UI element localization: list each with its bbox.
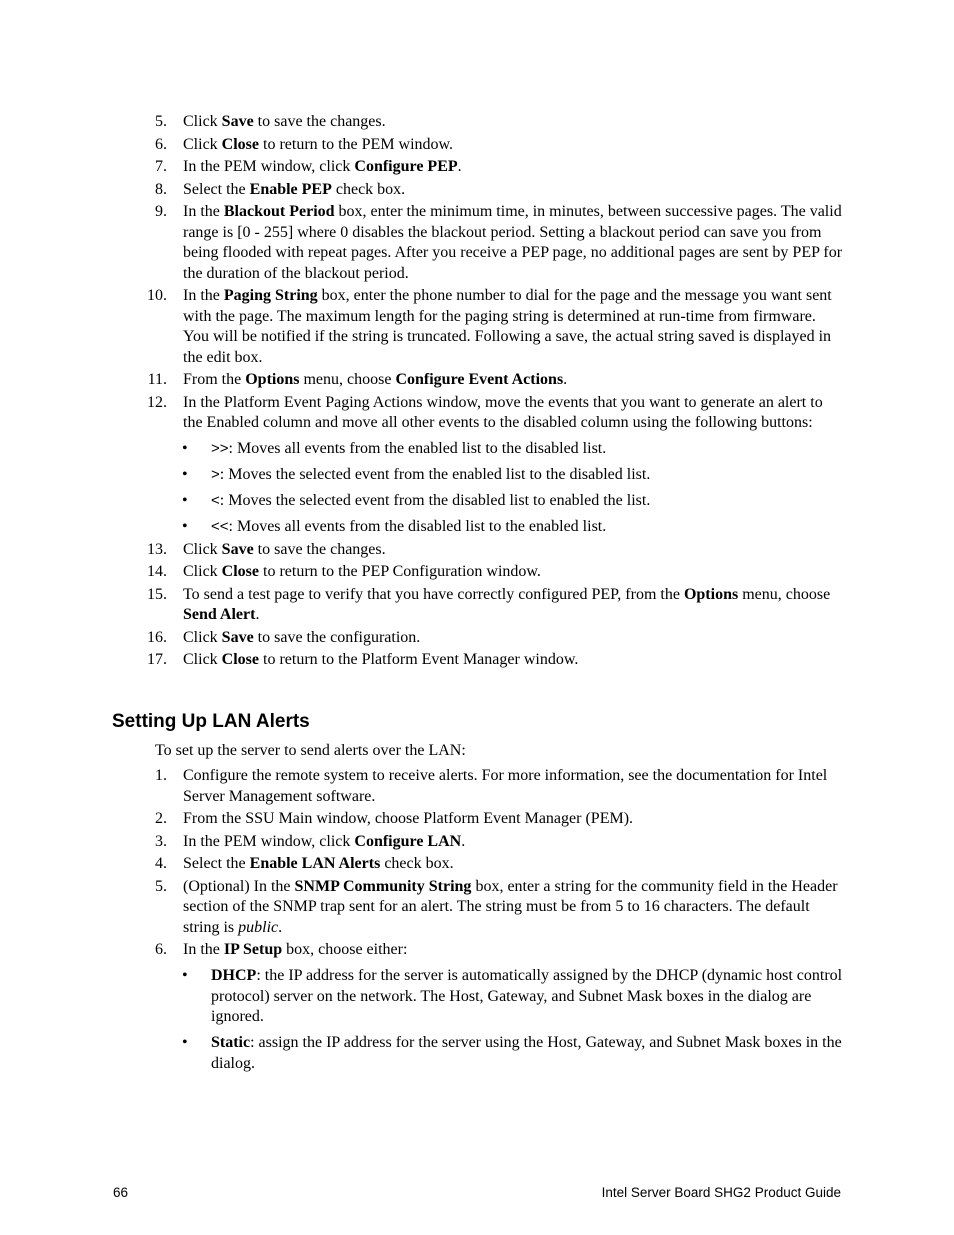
bullet-text (211, 465, 851, 486)
text-run: (Optional) In the (183, 877, 295, 895)
text-run: : assign the IP address for the server using the Host, Gateway, and Subnet Mask boxes in the dialog. (211, 1034, 842, 1072)
step-number: 4. (155, 855, 167, 872)
step-number: 1. (155, 767, 167, 784)
step-item (0, 370, 954, 391)
text-run: to return to the PEP Configuration window. (259, 563, 541, 580)
step-text (183, 180, 843, 201)
button-symbol: > (211, 466, 220, 483)
step-text (183, 370, 843, 391)
text-run: From the (183, 371, 246, 388)
step-number: 11. (147, 371, 167, 388)
bold-term: Static (211, 1034, 251, 1051)
text-run: In the PEM window, click (183, 832, 355, 850)
step-item (0, 562, 954, 583)
step-text (183, 809, 843, 830)
button-symbol: < (211, 492, 220, 509)
step-number: 15. (147, 585, 167, 603)
text-run: In the (183, 941, 224, 958)
step-text (183, 202, 843, 284)
text-run: : Moves the selected event from the disabled list to enabled the list. (219, 492, 651, 509)
bullet-text (211, 439, 851, 460)
bold-term: Blackout Period (223, 203, 335, 220)
bold-term: Save (221, 540, 254, 558)
step-text (183, 393, 843, 434)
bold-term: IP Setup (223, 941, 283, 958)
bullet-item (0, 465, 954, 486)
step-item (0, 832, 954, 853)
text-run: Click (183, 563, 222, 580)
text-run: to save the changes. (253, 113, 386, 130)
text-run: menu, choose (738, 585, 831, 603)
bullet-item (0, 966, 954, 1028)
step-number: 10. (147, 287, 167, 304)
step-number: 2. (155, 810, 167, 827)
step-number: 5. (155, 113, 167, 130)
text-run: In the Platform Event Paging Actions window, move the events that you want to generate an alert to the Enabled column and move all other events to the disabled column using the following buttons: (183, 393, 823, 431)
step-number: 7. (155, 158, 167, 175)
step-item (0, 202, 954, 284)
bullet-item (0, 491, 954, 512)
step-item (0, 286, 954, 368)
text-run: box, enter the phone number to dial for the page and the message you want sent with the page. The maximum length for the paging string is determined at run-time from firmware. You will be notified if the string is truncated. Following a save, the actual string saved is displayed in the edit box. (183, 287, 832, 366)
step-item (0, 135, 954, 156)
step-number: 8. (155, 180, 167, 198)
bullet-item (0, 439, 954, 460)
text-run: : Moves all events from the enabled list to the disabled list. (228, 440, 607, 457)
text-run: Click (183, 651, 222, 668)
text-run: . (255, 606, 260, 623)
text-run: In the (183, 203, 224, 220)
step-item (0, 180, 954, 201)
step-text (183, 135, 843, 156)
step-text (183, 112, 843, 133)
step-item (0, 393, 954, 434)
text-run: : Moves all events from the disabled list to the enabled list. (228, 518, 607, 535)
step-item (0, 540, 954, 561)
step-number: 14. (147, 563, 167, 580)
step-text (183, 940, 843, 961)
step-text (183, 585, 843, 626)
bold-term: Paging String (223, 287, 318, 304)
bullet-icon: • (182, 967, 188, 984)
text-run: menu, choose (299, 371, 396, 388)
step-item (0, 112, 954, 133)
bold-term: Options (245, 371, 300, 388)
bullet-text (211, 517, 851, 538)
step-number: 6. (155, 135, 167, 153)
step-item (0, 877, 954, 939)
step-number: 16. (147, 628, 167, 646)
text-run: Click (183, 540, 222, 558)
bold-term: Enable PEP (249, 180, 332, 198)
text-run: . (563, 371, 568, 388)
bold-term: SNMP Community String (294, 877, 472, 895)
step-item (0, 854, 954, 875)
step-number: 13. (147, 540, 167, 558)
step-text (183, 540, 843, 561)
step-item (0, 585, 954, 626)
text-run: In the PEM window, click (183, 158, 355, 175)
text-run: Configure the remote system to receive alerts. For more information, see the documentation for Intel Server Management software. (183, 767, 828, 805)
bullet-icon: • (182, 1034, 188, 1051)
pep-steps-list (0, 112, 954, 671)
step-number: 6. (155, 941, 167, 958)
step-text (183, 286, 843, 368)
bold-term: Configure LAN (354, 832, 462, 850)
step-item (0, 650, 954, 671)
bullet-item (0, 517, 954, 538)
bullet-text (211, 1033, 851, 1074)
step-item (0, 809, 954, 830)
step-text (183, 877, 843, 939)
step-text (183, 628, 843, 649)
step-text (183, 832, 843, 853)
bold-term: Send Alert (183, 606, 256, 623)
bold-term: Save (221, 113, 254, 130)
text-run: Click (183, 113, 222, 130)
button-symbol: >> (211, 440, 229, 457)
text-run: box, choose either: (282, 941, 408, 958)
text-run: to save the changes. (253, 540, 386, 558)
step-number: 12. (147, 393, 167, 411)
step-text (183, 854, 843, 875)
document-title: Intel Server Board SHG2 Product Guide (601, 1185, 841, 1200)
text-run: Click (183, 135, 222, 153)
bold-term: Configure PEP (354, 158, 458, 175)
lan-steps-list (0, 766, 954, 1074)
step-text (183, 766, 843, 807)
text-run: . (278, 918, 283, 936)
text-run: to return to the PEM window. (259, 135, 454, 153)
bold-term: Options (683, 585, 739, 603)
page-number: 66 (113, 1185, 129, 1200)
button-symbol: << (211, 518, 229, 535)
bullet-icon: • (182, 492, 188, 509)
step-text (183, 650, 843, 671)
text-run: Select the (183, 855, 250, 872)
text-run: check box. (331, 180, 406, 198)
bold-term: Enable LAN Alerts (249, 855, 381, 872)
bold-term: Close (221, 651, 259, 668)
bullet-text (211, 966, 851, 1028)
step-item (0, 157, 954, 178)
text-run: : the IP address for the server is automatically assigned by the DHCP (dynamic host control protocol) server on the network. The Host, Gateway, and Subnet Mask boxes in the dialog are ignored. (211, 967, 843, 1025)
section-intro: To set up the server to send alerts over the LAN: (155, 742, 466, 759)
step-item (0, 628, 954, 649)
text-run: . (457, 158, 462, 175)
bullet-icon: • (182, 518, 188, 535)
text-run: to save the configuration. (253, 628, 421, 646)
step-item (0, 940, 954, 961)
text-run: : Moves the selected event from the enabled list to the disabled list. (219, 466, 651, 483)
bullet-icon: • (182, 440, 188, 457)
bold-term: DHCP (211, 967, 257, 984)
bold-term: Close (221, 563, 259, 580)
text-run: In the (183, 287, 224, 304)
bold-term: Configure Event Actions (395, 371, 564, 388)
text-run: Select the (183, 180, 250, 198)
step-item (0, 766, 954, 807)
text-run: Click (183, 628, 222, 646)
text-run: check box. (380, 855, 454, 872)
bullet-icon: • (182, 466, 188, 483)
text-run: box, enter a string for the community field in the Header section of the SNMP trap sent for an alert. The string must be from 5 to 16 characters. The default string is (183, 877, 838, 936)
step-number: 5. (155, 877, 167, 895)
text-run: box, enter the minimum time, in minutes, between successive pages. The valid range is [0 - 255] where 0 disables the blackout period. Setting a blackout period can save you from being flooded with repeat pages. After you receive a PEP page, no additional pages are sent by PEP for the duration of the blackout period. (183, 203, 843, 282)
step-number: 17. (147, 651, 167, 668)
text-run: To send a test page to verify that you have correctly configured PEP, from the (183, 585, 684, 603)
italic-term: public (238, 918, 279, 936)
step-text (183, 157, 843, 178)
text-run: From the SSU Main window, choose Platform Event Manager (PEM). (183, 810, 634, 827)
step-text (183, 562, 843, 583)
bullet-text (211, 491, 851, 512)
section-heading: Setting Up LAN Alerts (112, 711, 310, 732)
step-number: 9. (155, 203, 167, 220)
bold-term: Close (221, 135, 259, 153)
text-run: to return to the Platform Event Manager window. (259, 651, 579, 668)
bullet-item (0, 1033, 954, 1074)
text-run: . (461, 832, 466, 850)
step-number: 3. (155, 832, 167, 850)
bold-term: Save (221, 628, 254, 646)
